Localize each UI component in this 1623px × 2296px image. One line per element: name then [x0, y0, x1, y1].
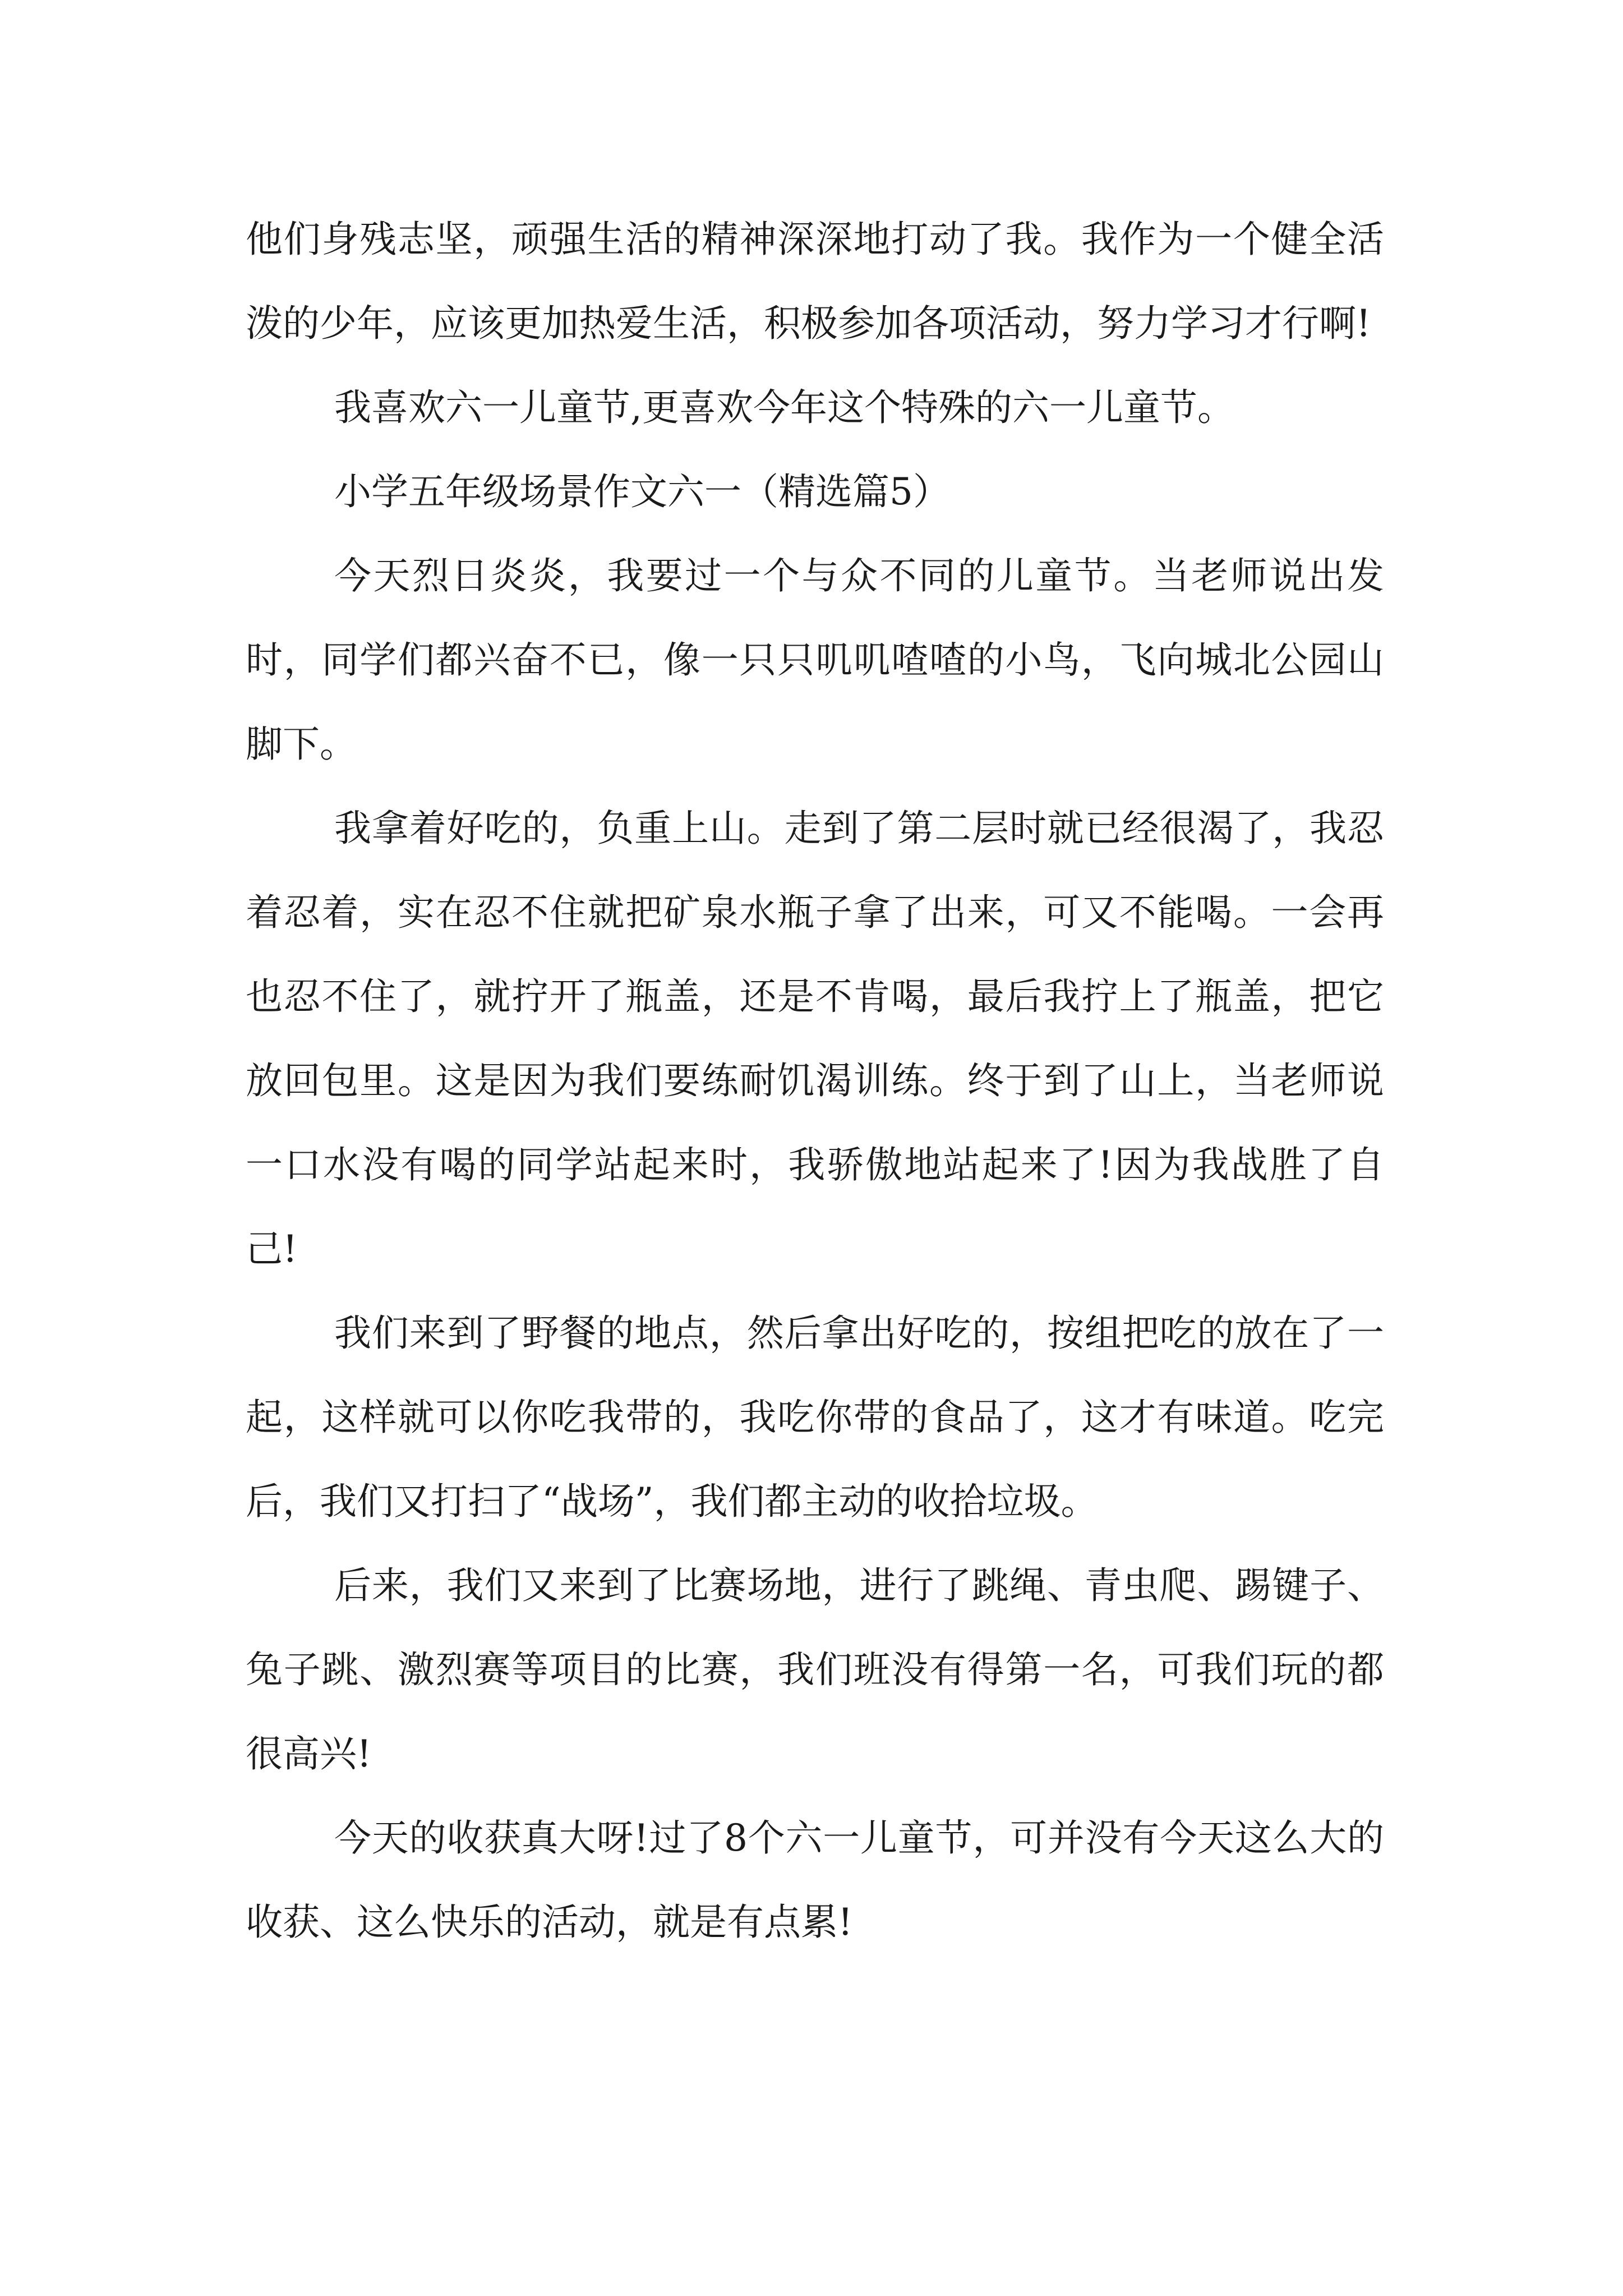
paragraph: 我拿着好吃的，负重上山。走到了第二层时就已经很渴了，我忍着忍着，实在忍不住就把矿泉水瓶子拿了出来，可又不能喝。一会再也忍不住了，就拧开了瓶盖，还是不肯喝，最后我拧上了瓶盖，把它放回包里。这是因为我们要练耐饥渴训练。终于到了山上，当老师说一口水没有喝的同学站起来时，我骄傲地站起来了!因为我战胜了自己! [246, 807, 1384, 1271]
article-body [246, 197, 1384, 1964]
section-heading: 小学五年级场景作文六一（精选篇5） [334, 470, 950, 513]
paragraph: 今天烈日炎炎，我要过一个与众不同的儿童节。当老师说出发时，同学们都兴奋不已，像一只只叽叽喳喳的小鸟，飞向城北公园山脚下。 [246, 554, 1384, 766]
paragraph: 后来，我们又来到了比赛场地，进行了跳绳、青虫爬、踢键子、兔子跳、激烈赛等项目的比赛，我们班没有得第一名，可我们玩的都很高兴! [246, 1564, 1384, 1775]
paragraph: 我喜欢六一儿童节,更喜欢今年这个特殊的六一儿童节。 [334, 386, 1234, 429]
paragraph: 今天的收获真大呀!过了8个六一儿童节，可并没有今天这么大的收获、这么快乐的活动，就是有点累! [246, 1816, 1384, 1944]
paragraph: 我们来到了野餐的地点，然后拿出好吃的，按组把吃的放在了一起，这样就可以你吃我带的，我吃你带的食品了，这才有味道。吃完后，我们又打扫了“战场”，我们都主动的收拾垃圾。 [246, 1312, 1384, 1523]
paragraph-continuation: 他们身残志坚，顽强生活的精神深深地打动了我。我作为一个健全活泼的少年，应该更加热爱生活，积极参加各项活动，努力学习才行啊! [246, 218, 1384, 345]
